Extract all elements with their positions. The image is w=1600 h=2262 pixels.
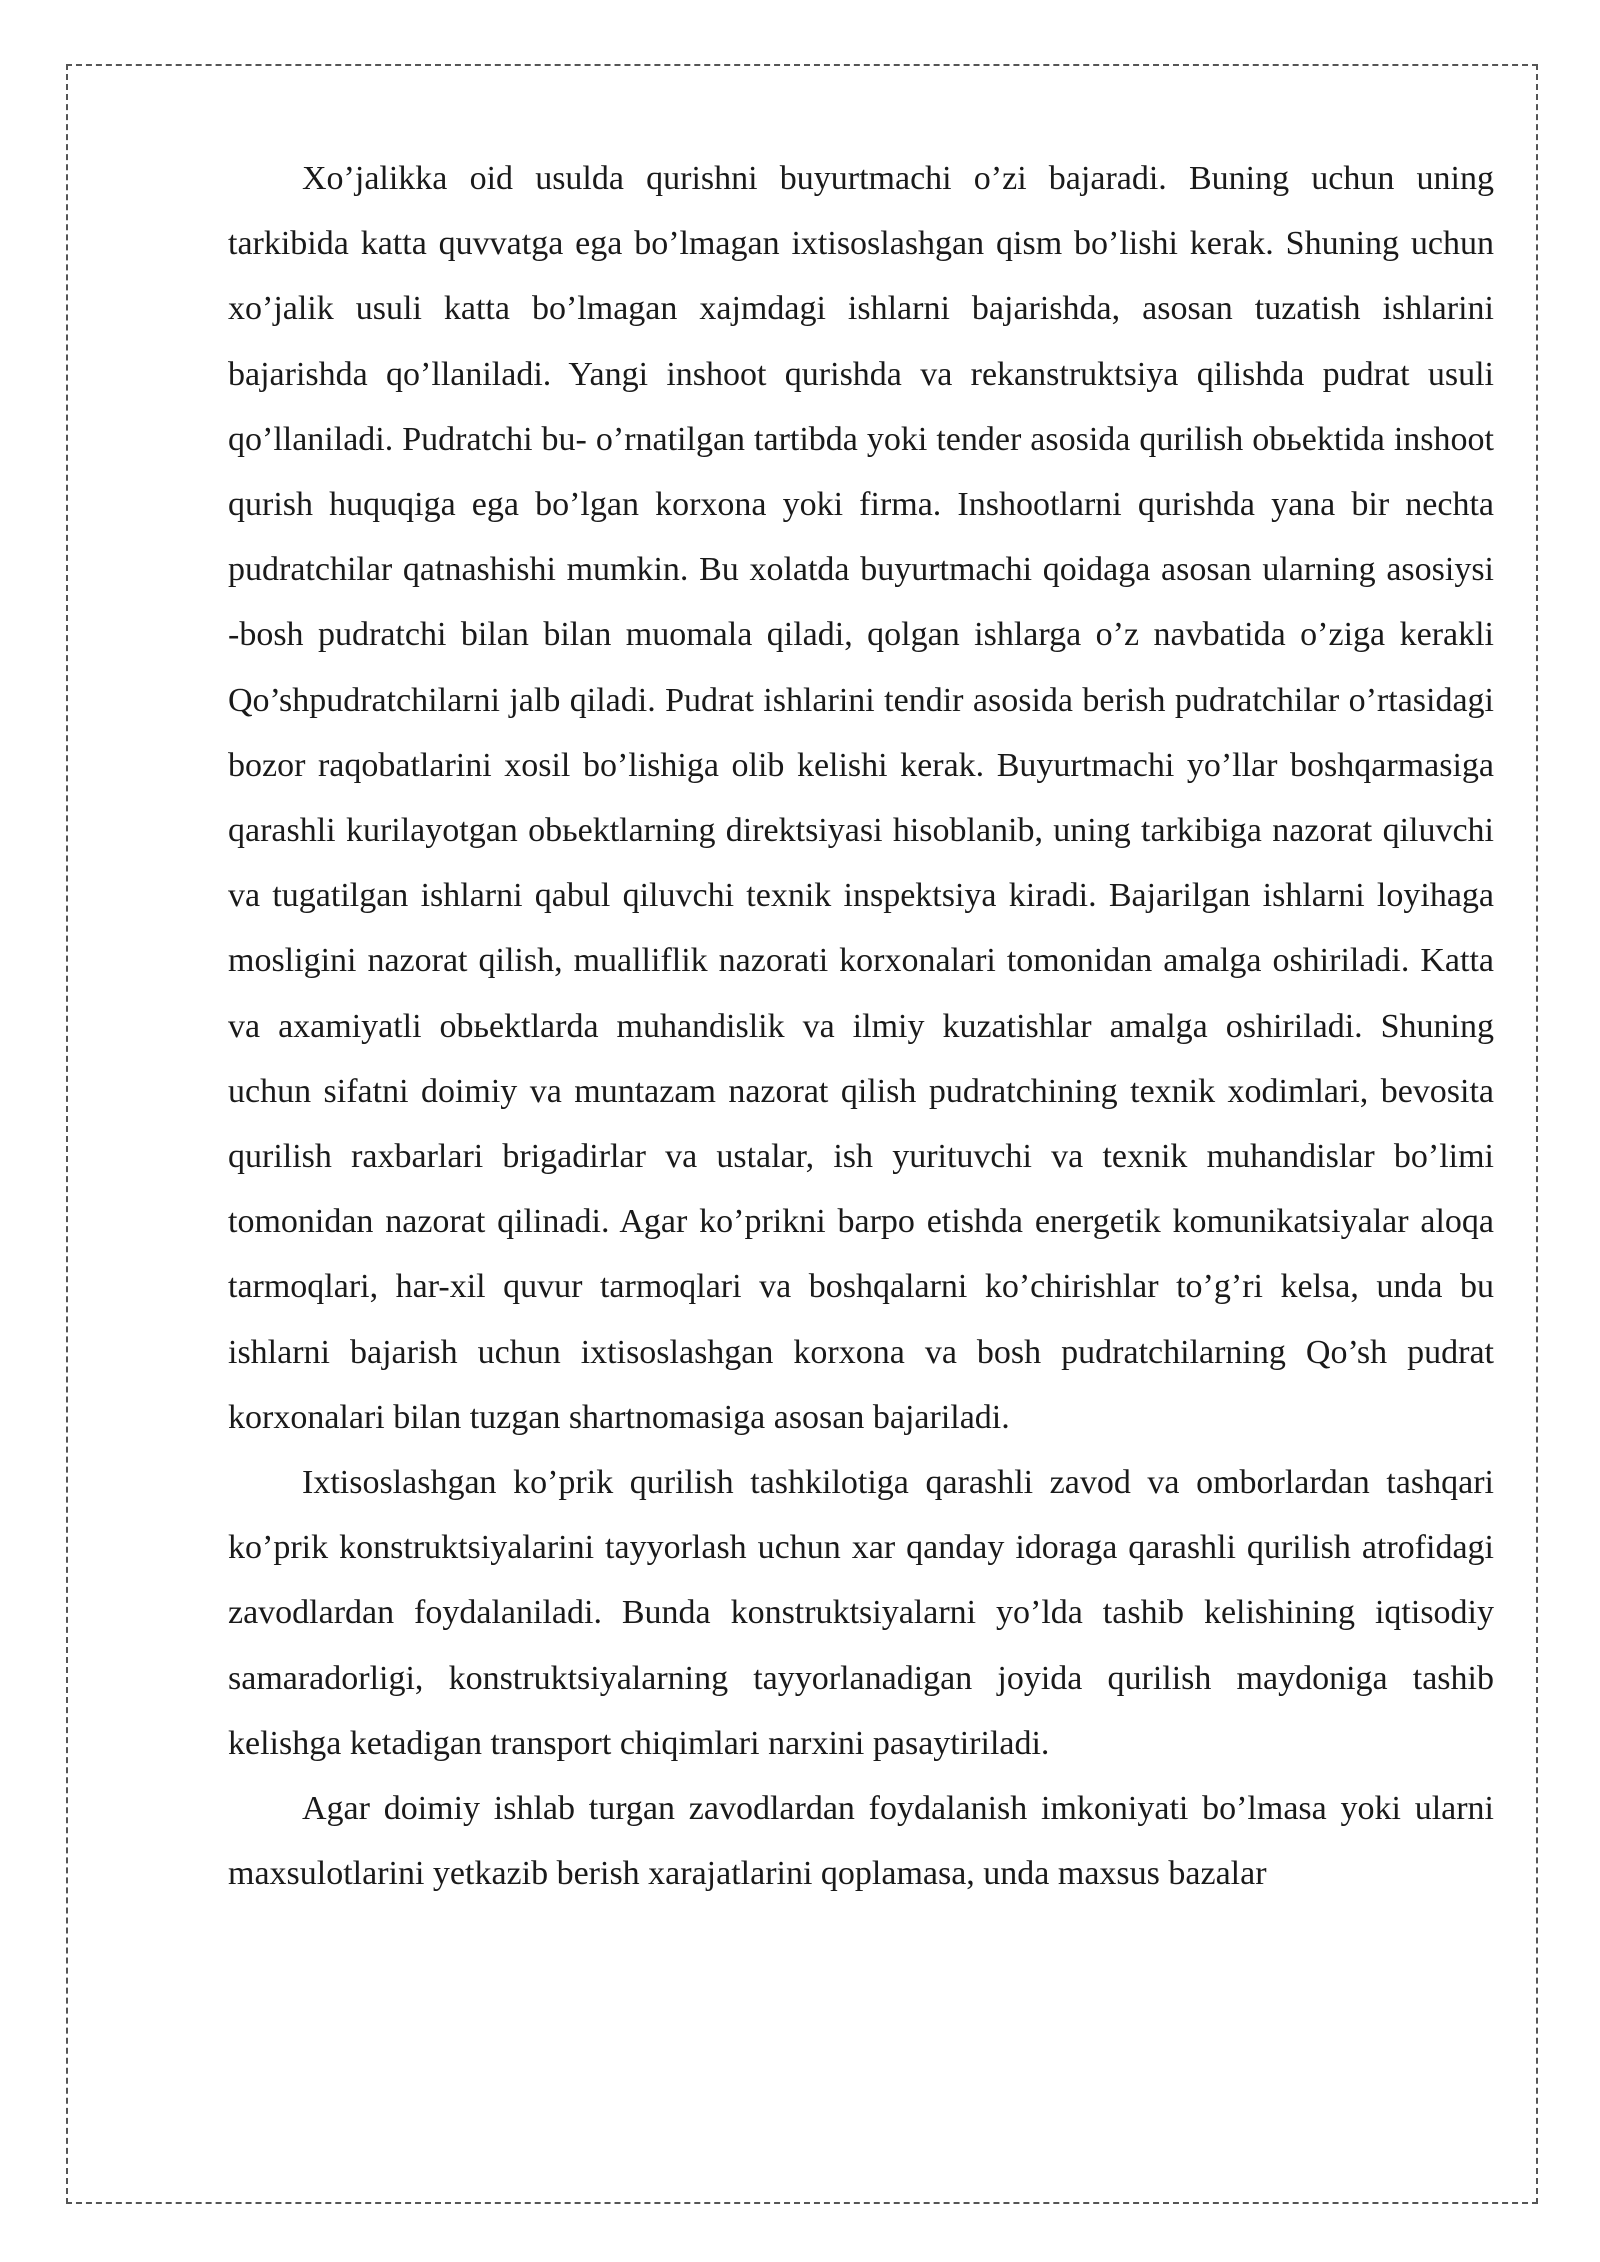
paragraph-1: Xo’jalikka oid usulda qurishni buyurtmachi o’zi bajaradi. Buning uchun uning tarkibida katta quvvatga ega bo’lmagan ixtisoslashgan qism bo’lishi kerak. Shuning uchun xo’jalik usuli katta bo’lmagan xajmdagi ishlarni bajarishda, asosan tuzatish ishlarini bajarishda qo’llaniladi. Yangi inshoot qurishda va rekanstruktsiya qilishda pudrat usuli qo’llaniladi. Pudratchi bu- o’rnatilgan tartibda yoki tender asosida qurilish obьektida inshoot qurish huquqiga ega bo’lgan korxona yoki firma. Inshootlarni qurishda yana bir nechta pudratchilar qatnashishi mumkin. Bu xolatda buyurtmachi qoidaga asosan ularning asosiysi -bosh pudratchi bilan bilan muomala qiladi, qolgan ishlarga o’z navbatida o’ziga kerakli Qo’shpudratchilarni jalb qiladi. Pudrat ishlarini tendir asosida berish pudratchilar o’rtasidagi bozor raqobatlarini xosil bo’lishiga olib kelishi kerak. Buyurtmachi yo’llar boshqarmasiga qarashli kurilayotgan obьektlarning direktsiyasi hisoblanib, uning tarkibiga nazorat qiluvchi va tugatilgan ishlarni qabul qiluvchi texnik inspektsiya kiradi. Bajarilgan ishlarni loyihaga mosligini nazorat qilish, mualliflik nazorati korxonalari tomonidan amalga oshiriladi. Katta va axamiyatli obьektlarda muhandislik va ilmiy kuzatishlar amalga oshiriladi. Shuning uchun sifatni doimiy va muntazam nazorat qilish pudratchining texnik xodimlari, bevosita qurilish raxbarlari brigadirlar va ustalar, ish yurituvchi va texnik muhandislar bo’limi tomonidan nazorat qilinadi. Agar ko’prikni barpo etishda energetik komunikatsiyalar aloqa tarmoqlari, har-xil quvur tarmoqlari va boshqalarni ko’chirishlar to’g’ri kelsa, unda bu ishlarni bajarish uchun ixtisoslashgan korxona va bosh pudratchilarning Qo’sh pudrat korxonalari bilan tuzgan shartnomasiga asosan bajariladi.: [228, 160, 1494, 1436]
document-body: [228, 146, 1494, 1906]
paragraph-3: Agar doimiy ishlab turgan zavodlardan foydalanish imkoniyati bo’lmasa yoki ularni maxsulotlarini yetkazib berish xarajatlarini qoplamasa, unda maxsus bazalar: [228, 1790, 1494, 1893]
paragraph-2: Ixtisoslashgan ko’prik qurilish tashkilotiga qarashli zavod va omborlardan tashqari ko’prik konstruktsiyalarini tayyorlash uchun xar qanday idoraga qarashli qurilish atrofidagi zavodlardan foydalaniladi. Bunda konstruktsiyalarni yo’lda tashib kelishining iqtisodiy samaradorligi, konstruktsiyalarning tayyorlanadigan joyida qurilish maydoniga tashib kelishga ketadigan transport chiqimlari narxini pasaytiriladi.: [228, 1464, 1494, 1762]
